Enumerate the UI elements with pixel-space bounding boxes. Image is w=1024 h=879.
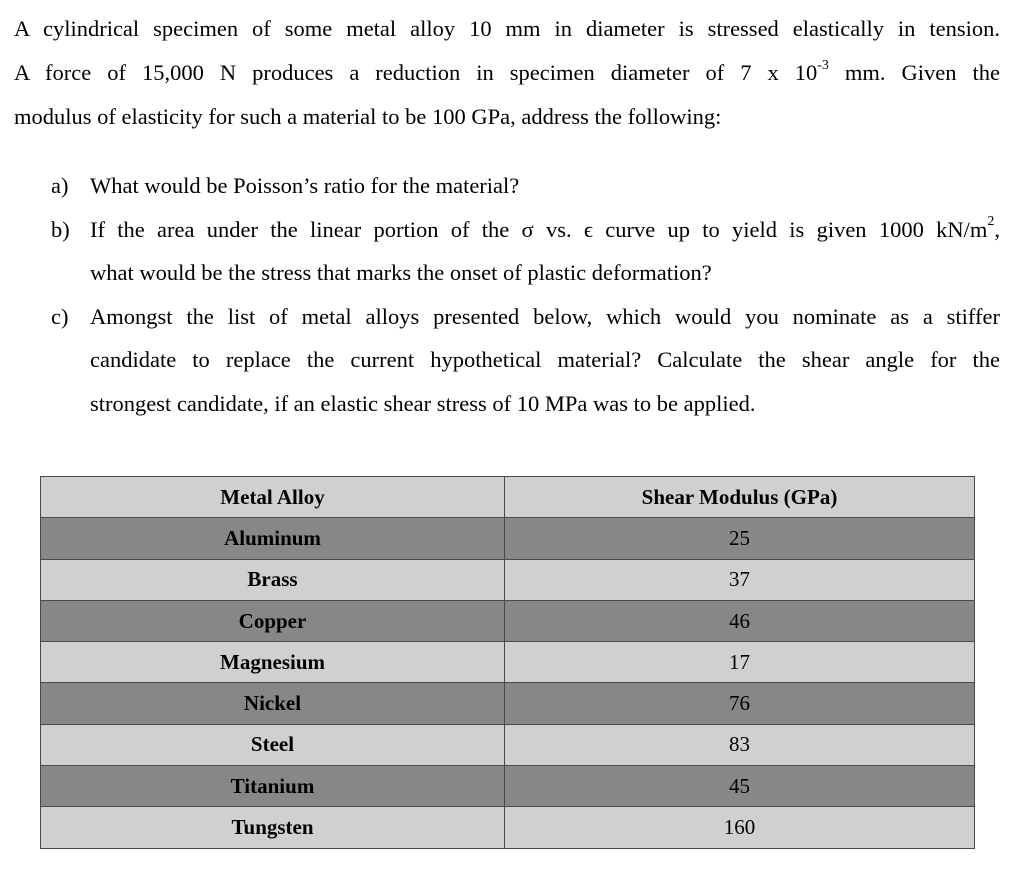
question-line-tail: , — [994, 216, 1000, 242]
table-row — [41, 518, 975, 559]
shear-modulus-cell: 37 — [505, 559, 975, 600]
question-b — [0, 208, 1000, 295]
question-line: what would be the stress that marks the onset of plastic deformation? — [90, 260, 712, 285]
shear-modulus-cell: 25 — [505, 518, 975, 559]
problem-line-2-text: A force of 15,000 N produces a reduction in specimen diameter of 7 x 10 — [14, 60, 818, 85]
shear-modulus-cell: 45 — [505, 766, 975, 807]
question-line-text: If the area under the linear portion of the σ vs. ϵ curve up to yield is given 1000 kN/m — [90, 216, 988, 242]
question-letter: a) — [51, 173, 69, 198]
question-line: candidate to replace the current hypothetical material? Calculate the shear angle for the — [90, 347, 1000, 372]
table-row — [41, 559, 975, 600]
problem-line-1: A cylindrical specimen of some metal alloy 10 mm in diameter is stressed elastically in tension. — [14, 16, 1000, 41]
shear-modulus-cell: 76 — [505, 683, 975, 724]
question-a — [0, 164, 1000, 208]
table-row — [41, 724, 975, 765]
shear-modulus-cell: 17 — [505, 642, 975, 683]
table-row — [41, 766, 975, 807]
table-row — [41, 642, 975, 683]
table-row — [41, 807, 975, 848]
column-header-shear-modulus: Shear Modulus (GPa) — [505, 477, 975, 518]
shear-modulus-cell: 160 — [505, 807, 975, 848]
alloy-cell: Steel — [41, 724, 505, 765]
question-line: Amongst the list of metal alloys presented below, which would you nominate as a stiffer — [90, 303, 1000, 329]
shear-modulus-table — [40, 476, 974, 849]
alloy-cell: Nickel — [41, 683, 505, 724]
alloy-cell: Aluminum — [41, 518, 505, 559]
shear-modulus-cell: 83 — [505, 724, 975, 765]
problem-line-3: modulus of elasticity for such a material to be 100 GPa, address the following: — [14, 104, 722, 129]
question-line — [90, 208, 1000, 252]
table-row — [41, 683, 975, 724]
alloy-cell: Tungsten — [41, 807, 505, 848]
question-list — [0, 164, 1000, 425]
alloy-cell: Magnesium — [41, 642, 505, 683]
question-line: strongest candidate, if an elastic shear stress of 10 MPa was to be applied. — [90, 390, 756, 416]
column-header-alloy: Metal Alloy — [41, 477, 505, 518]
alloy-cell: Brass — [41, 559, 505, 600]
question-letter: b) — [51, 216, 70, 242]
exponent: -3 — [817, 57, 829, 73]
question-line: What would be Poisson’s ratio for the material? — [90, 173, 520, 198]
question-letter: c) — [51, 303, 69, 329]
exponent: 2 — [987, 214, 995, 229]
table-row — [41, 600, 975, 641]
problem-line-2-tail: mm. Given the — [828, 60, 1000, 85]
alloy-cell: Copper — [41, 600, 505, 641]
alloy-table — [40, 476, 975, 849]
question-c — [0, 295, 1000, 426]
problem-statement — [14, 7, 1000, 139]
alloy-cell: Titanium — [41, 766, 505, 807]
table-header-row — [41, 477, 975, 518]
shear-modulus-cell: 46 — [505, 600, 975, 641]
problem-line-2 — [14, 51, 1000, 95]
